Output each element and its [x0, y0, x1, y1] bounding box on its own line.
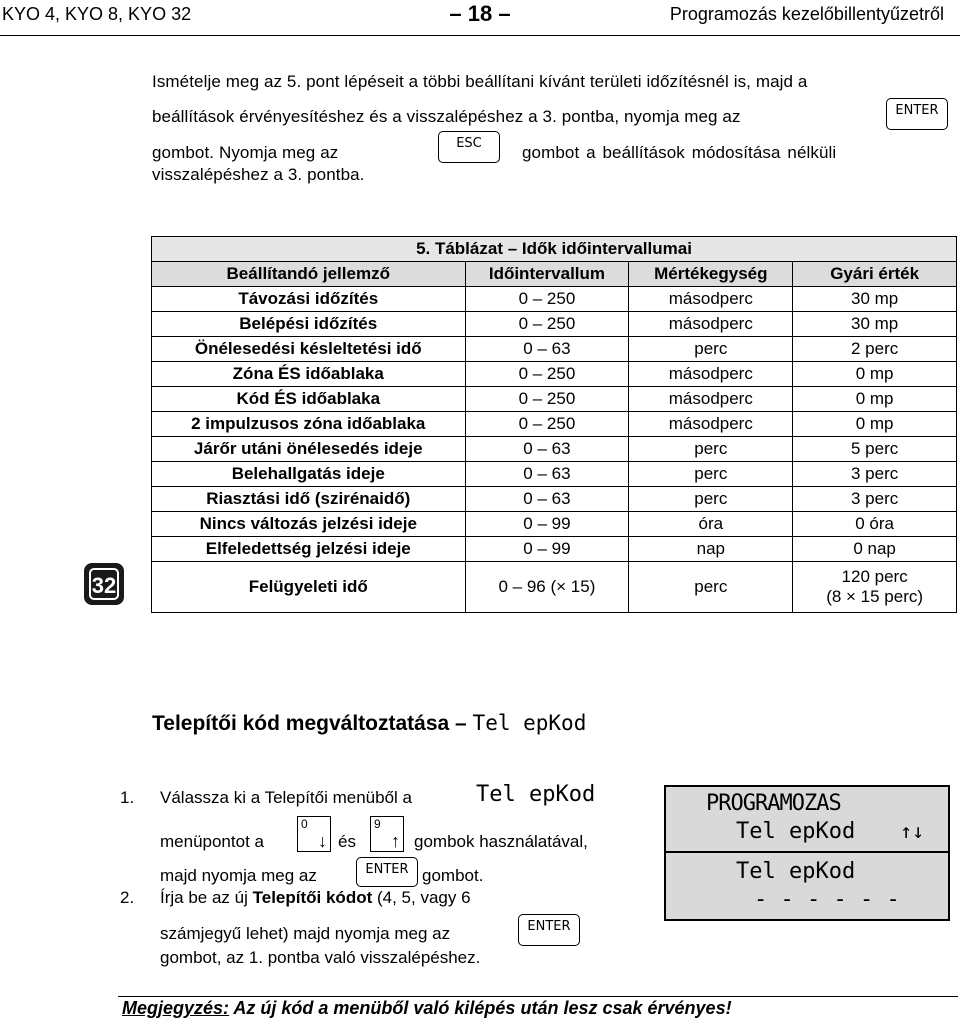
step-1-number: 1.	[120, 788, 135, 807]
step-2-text-d: gombot, az 1. pontba való visszalépéshez.	[160, 948, 481, 967]
step-1-lcd: Tel epKod	[476, 782, 596, 807]
page-number: – 18 –	[449, 1, 511, 26]
header-chapter: Programozás kezelőbillentyűzetről	[669, 4, 944, 24]
table-row	[152, 337, 957, 362]
table-cell: másodperc	[629, 287, 793, 312]
step-1-text-c: és	[338, 832, 356, 851]
lcd-line-4: - - - - - -	[754, 887, 900, 912]
lcd-divider	[666, 851, 948, 853]
table-cell: Riasztási idő (szirénaidő)	[152, 487, 466, 512]
table-cell: Önélesedési késleltetési idő	[152, 337, 466, 362]
table-cell: Felügyeleti idő	[152, 562, 466, 613]
table-cell: perc	[629, 437, 793, 462]
table-cell: 0 – 250	[465, 287, 629, 312]
lcd-line-2: Tel epKod	[736, 819, 856, 844]
down-key-icon: 0 ↓	[297, 816, 331, 852]
table-row	[152, 287, 957, 312]
table-cell: 0 óra	[793, 512, 957, 537]
table-row	[152, 412, 957, 437]
table-cell: 5 perc	[793, 437, 957, 462]
step-2-text: Írja be az új Telepítői kódot (4, 5, vagy 6	[160, 888, 471, 907]
table-cell: 0 mp	[793, 387, 957, 412]
time-intervals-table	[151, 236, 957, 613]
step-1-text-b: menüpontot a	[160, 832, 264, 851]
section-title-lcd: Tel epKod	[472, 711, 587, 735]
table-cell: 3 perc	[793, 487, 957, 512]
table-cell: 30 mp	[793, 287, 957, 312]
intro-line-3a: gombot. Nyomja meg az	[152, 143, 339, 162]
enter-key-icon: ENTER	[886, 98, 948, 130]
table-cell: óra	[629, 512, 793, 537]
table-cell: Járőr utáni önélesedés ideje	[152, 437, 466, 462]
table-row	[152, 387, 957, 412]
step-2-text-c: számjegyű lehet) majd nyomja meg az	[160, 924, 451, 943]
lcd-line-1: PROGRAMOZAS	[706, 791, 841, 816]
up-down-arrows-icon: ↑↓	[900, 819, 925, 843]
table-caption: 5. Táblázat – Idők időintervallumai	[152, 237, 957, 262]
table-row	[152, 537, 957, 562]
note: Megjegyzés: Az új kód a menüből való kilépés után lesz csak érvényes!	[122, 998, 732, 1018]
table-row	[152, 512, 957, 537]
table-cell: 2 impulzusos zóna időablaka	[152, 412, 466, 437]
step-1-text-d: gombok használatával,	[414, 832, 588, 851]
table-cell: Zóna ÉS időablaka	[152, 362, 466, 387]
table-header: Időintervallum	[465, 262, 629, 287]
table-row	[152, 487, 957, 512]
table-cell: másodperc	[629, 387, 793, 412]
table-cell: Belehallgatás ideje	[152, 462, 466, 487]
table-cell: 0 – 99	[465, 512, 629, 537]
lcd-line-3: Tel epKod	[736, 859, 856, 884]
table-cell: Távozási időzítés	[152, 287, 466, 312]
table-cell: perc	[629, 462, 793, 487]
table-header: Mértékegység	[629, 262, 793, 287]
table-row	[152, 437, 957, 462]
table-cell: Belépési időzítés	[152, 312, 466, 337]
table-cell: perc	[629, 487, 793, 512]
table-cell: 0 mp	[793, 412, 957, 437]
header-divider	[0, 35, 960, 36]
table-cell: Kód ÉS időablaka	[152, 387, 466, 412]
table-cell-line: 120 perc	[841, 567, 908, 586]
table-cell: 0 – 63	[465, 487, 629, 512]
intro-line-4: visszalépéshez a 3. pontba.	[152, 165, 365, 184]
table-cell: 0 nap	[793, 537, 957, 562]
table-cell: 0 – 250	[465, 387, 629, 412]
table-cell: 0 – 63	[465, 437, 629, 462]
section-title	[152, 711, 586, 736]
enter-key-icon: ENTER	[356, 857, 418, 887]
model-badge-icon: 32	[84, 563, 124, 605]
table-cell: 3 perc	[793, 462, 957, 487]
table-cell: másodperc	[629, 362, 793, 387]
table-cell-line: (8 × 15 perc)	[826, 587, 924, 606]
section-title-bold: Telepítői kód megváltoztatása –	[152, 712, 467, 735]
table-cell: 0 – 250	[465, 362, 629, 387]
step-1-text-a: Válassza ki a Telepítői menüből a	[160, 788, 413, 807]
intro-line-3b: gombot a beállítások módosítása nélküli	[522, 143, 837, 162]
esc-key-icon: ESC	[438, 131, 500, 163]
step-1-text-e: majd nyomja meg az	[160, 866, 317, 885]
enter-key-icon: ENTER	[518, 914, 580, 946]
table-cell: 0 – 96 (× 15)	[465, 562, 629, 613]
table-header: Beállítandó jellemző	[152, 262, 466, 287]
header-product: KYO 4, KYO 8, KYO 32	[2, 4, 192, 24]
up-key-icon: 9 ↑	[370, 816, 404, 852]
table-header: Gyári érték	[793, 262, 957, 287]
table-cell: Elfeledettség jelzési ideje	[152, 537, 466, 562]
table-cell: 0 – 250	[465, 312, 629, 337]
table-cell: másodperc	[629, 312, 793, 337]
table-cell: 0 – 99	[465, 537, 629, 562]
table-cell: 0 – 63	[465, 462, 629, 487]
table-row	[152, 562, 957, 613]
table-cell: 0 – 250	[465, 412, 629, 437]
table-cell: nap	[629, 537, 793, 562]
table-cell: 2 perc	[793, 337, 957, 362]
note-divider	[118, 996, 958, 997]
table-row	[152, 362, 957, 387]
intro-line-2: beállítások érvényesítéshez és a visszalépéshez a 3. pontba, nyomja meg az	[152, 107, 741, 126]
table-row	[152, 462, 957, 487]
lcd-display	[664, 785, 950, 921]
intro-line-1: Ismételje meg az 5. pont lépéseit a többi beállítani kívánt területi időzítésnél is, majd a	[152, 72, 808, 91]
table-cell: 30 mp	[793, 312, 957, 337]
table-cell: 0 mp	[793, 362, 957, 387]
table-cell: perc	[629, 562, 793, 613]
table-row	[152, 312, 957, 337]
table-cell	[793, 562, 957, 613]
step-2-number: 2.	[120, 888, 135, 907]
table-cell: 0 – 63	[465, 337, 629, 362]
step-1-text-f: gombot.	[422, 866, 484, 885]
table-cell: másodperc	[629, 412, 793, 437]
table-cell: Nincs változás jelzési ideje	[152, 512, 466, 537]
table-cell: perc	[629, 337, 793, 362]
